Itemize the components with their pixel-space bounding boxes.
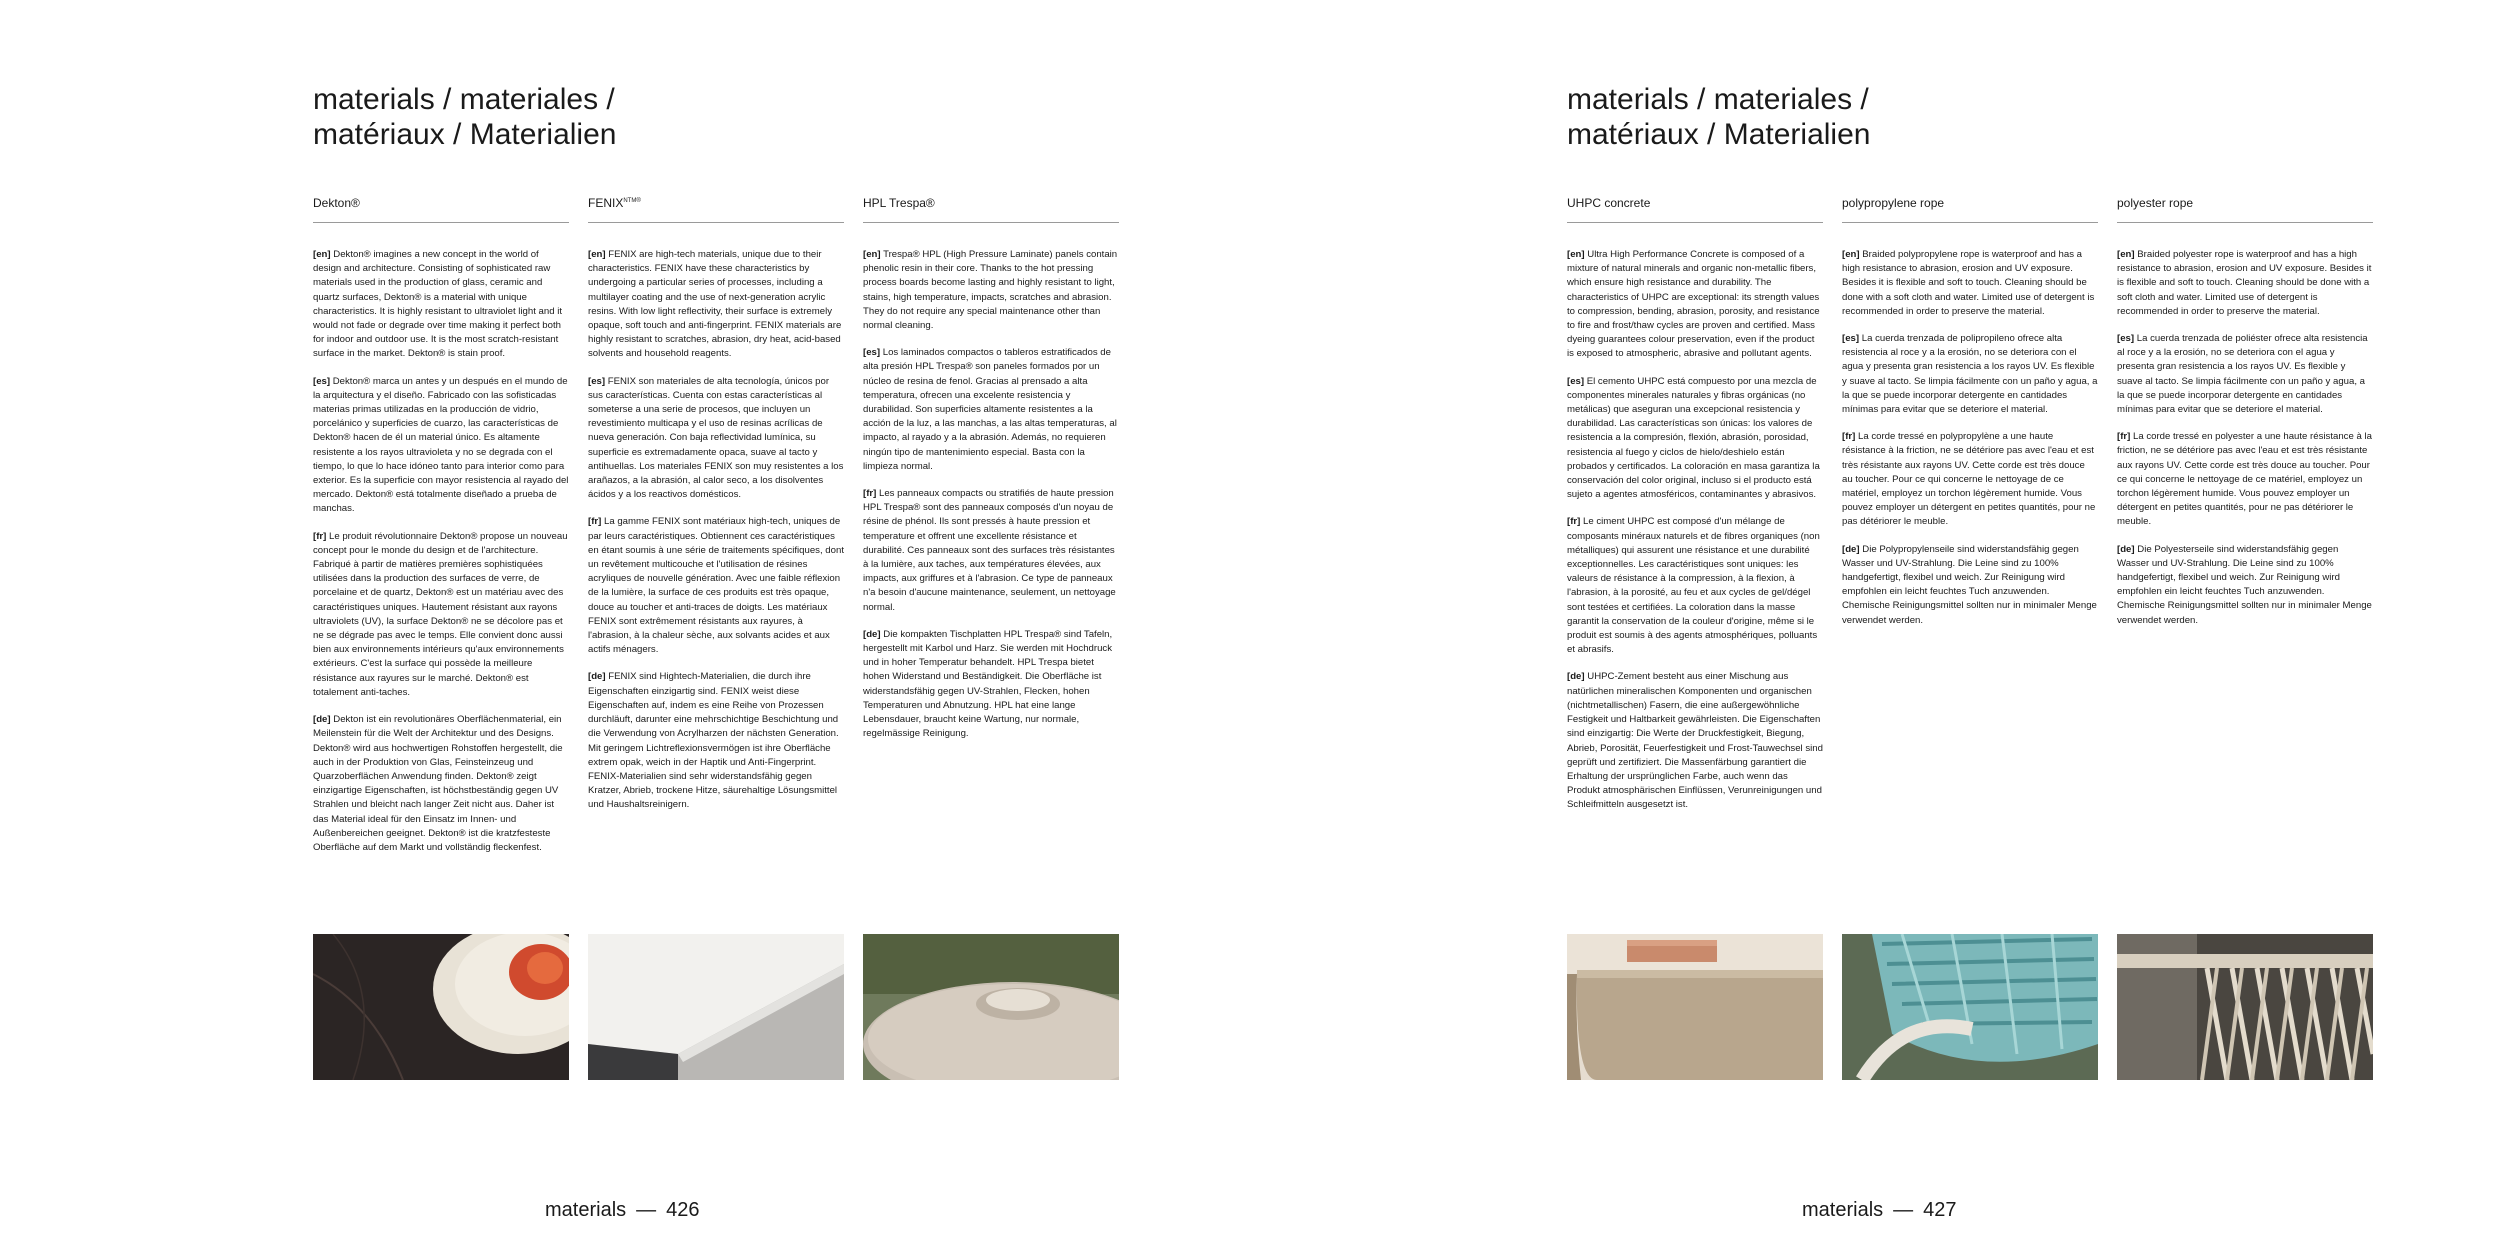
column-body (588, 248, 844, 813)
column-heading (1567, 193, 1823, 223)
material-column-uhpc-concrete (1567, 193, 1823, 826)
lang-tag: [fr] (313, 530, 327, 542)
column-heading (588, 193, 844, 223)
column-heading (1842, 193, 2098, 223)
column-body (863, 248, 1119, 742)
paragraph-de (2117, 543, 2373, 628)
paragraph-fr (2117, 430, 2373, 529)
uhpc-concrete-photo (1567, 934, 1823, 1080)
paragraph-text: Los laminados compactos o tableros estratificados de alta presión HPL Trespa® son paneles formados por un núcleo de resina de fenol. Gracias al prensado a alta temperatura, ofrecen una excelente resistencia y durabilidad. Son superficies altamente resistentes a la acción de la luz, a las manchas, a las altas temperaturas, al impacto, al rayado y a la abrasión. Además, no requieren ningún tipo de mantenimiento especial. Basta con la limpieza normal. (863, 347, 1117, 472)
paragraph-text: La corde tressé en polypropylène a une haute résistance à la friction, ne se détériore pas avec l'eau et est très résistante aux rayons UV. Cette corde est très douce au toucher. Pour ce qui concerne le nettoyage de ce matériel, employez un torchon légèrement humide. Vous pouvez employer un détergent en petites quantités, pour ne pas détériorer le meuble. (1842, 431, 2096, 528)
lang-tag: [es] (588, 375, 606, 387)
column-body (1842, 248, 2098, 628)
paragraph-text: UHPC-Zement besteht aus einer Mischung aus natürlichen mineralischen Komponenten und organischen (nichtmetallischen) Fasern, die eine außergewöhnliche Festigkeit und Haltbarkeit gewährleisten. Die Eigenschaften sind einzigartig: Die Werte der Druckfestigkeit, Biegung, Abrieb, Porosität, Feuerfestigkeit und Frost-Tauwechsel sind geprüft und zertifiziert. Die Massenfärbung garantiert die Erhaltung der ursprünglichen Farbe, auch wenn das Produkt atmosphärischen Einflüssen, Verunreinigungen und Schleifmitteln ausgesetzt ist. (1567, 671, 1823, 811)
column-heading-text: Dekton® (313, 196, 360, 210)
paragraph-text: La cuerda trenzada de polipropileno ofrece alta resistencia al roce y a la erosión, no se deteriora con el agua y presenta gran resistencia a los rayos UV. Es flexible y suave al tacto. Se limpia fácilmente con un paño y agua, a la que se puede incorporar detergente en cantidades mínimas para evitar que se deteriore el material. (1842, 333, 2098, 416)
page-title: materials / materiales / matériaux / Materialien (313, 83, 617, 151)
material-column-fenix (588, 193, 844, 826)
paragraph-de (1567, 670, 1823, 812)
paragraph-fr (1842, 430, 2098, 529)
material-column-dekton (313, 193, 569, 868)
paragraph-text: La corde tressé en polyester a une haute résistance à la friction, ne se détériore pas avec l'eau et est très résistante aux rayons UV. Cette corde est très douce au toucher. Pour ce qui concerne le nettoyage de ce matériel, employez un torchon légèrement humide. Vous pouvez employer un détergent en petites quantités, pour ne pas détériorer le meuble. (2117, 431, 2372, 528)
paragraph-de (1842, 543, 2098, 628)
column-heading-text: FENIX (588, 196, 624, 210)
lang-tag: [es] (313, 375, 331, 387)
column-heading (313, 193, 569, 223)
paragraph-text: Les panneaux compacts ou stratifiés de haute pression HPL Trespa® sont des panneaux composés d'un noyau de résine de phénol. Ils sont pressés à haute pression et temperature et offrent une excellente résistance et durabilité. Ces panneaux sont des surfaces très résistantes à la lumière, aux taches, aux températures élevées, aux impacts, aux griffures et à l'abrasion. Ce type de panneaux n'a besoin d'aucune maintenance, seulement, un nettoyage normal. (863, 488, 1116, 613)
paragraph-es (1567, 375, 1823, 503)
lang-tag: [fr] (2117, 431, 2131, 443)
column-heading-text: HPL Trespa® (863, 196, 935, 210)
paragraph-es (313, 375, 569, 517)
lang-tag: [en] (313, 249, 331, 260)
paragraph-text: Trespa® HPL (High Pressure Laminate) panels contain phenolic resin in their core. Thanks to the hot pressing process boards become lasting and highly resistant to light, stains, high temperature, impacts, scratches and abrasion. They do not require any special maintenance other than normal cleaning. (863, 249, 1118, 332)
page-title: materials / materiales / matériaux / Materialien (1567, 83, 1871, 151)
lang-tag: [en] (588, 249, 606, 260)
paragraph-en (863, 248, 1119, 333)
page-number: 426 (666, 1199, 700, 1221)
paragraph-text: Dekton® imagines a new concept in the world of design and architecture. Consisting of sophisticated raw materials used in the production of glass, ceramic and quartz surfaces, Dekton® is a material with unique characteristics. It is highly resistant to ultraviolet light and it would not fade or degrade over time making it perfect both for indoor and outdoor use. It is the most scratch-resistant surface in the market. Dekton® is stain proof. (313, 249, 563, 360)
lang-tag: [en] (1842, 249, 1860, 260)
paragraph-de (313, 713, 569, 855)
paragraph-text: Braided polypropylene rope is waterproof and has a high resistance to abrasion, erosion and UV exposure. Besides it is flexible and soft to touch. Cleaning should be done with a soft cloth and water. Limited use of detergent is recommended in order to preserve the material. (1842, 249, 2095, 317)
lang-tag: [es] (863, 347, 881, 359)
lang-tag: [en] (863, 249, 881, 260)
paragraph-en (313, 248, 569, 362)
paragraph-text: Die Polyesterseile sind widerstandsfähig gegen Wasser und UV-Strahlung. Die Leine sind zu 100% handgefertigt, flexibel und weich. Zur Reinigung wird empfohlen ein leicht feuchtes Tuch anzuwenden. Chemische Reinigungsmittel sollten nur in minimaler Menge verwendet werden. (2117, 543, 2372, 626)
material-column-polypropylene-rope (1842, 193, 2098, 641)
column-body (313, 248, 569, 855)
paragraph-de (863, 628, 1119, 742)
paragraph-fr (1567, 515, 1823, 657)
column-body (2117, 248, 2373, 628)
column-heading-sup: NTM® (623, 198, 641, 204)
lang-tag: [fr] (1842, 431, 1856, 443)
lang-tag: [es] (2117, 333, 2135, 345)
paragraph-es (1842, 332, 2098, 417)
material-column-hpl-trespa (863, 193, 1119, 755)
paragraph-text: Dekton® marca un antes y un después en el mundo de la arquitectura y el diseño. Fabricado con las sofisticadas materias primas utilizadas en la producción de vidrio, porcelánico y superficies de cuarzo, las características de Dekton® hacen de él un material único. Es altamente resistente a los rayos ultravioleta y no se degrada con el tiempo, lo que lo hace idóneo tanto para interior como para exterior. Es la superficie con mayor resistencia al rayado del mercado. Dekton® está totalmente diseñado a prueba de manchas. (313, 375, 569, 515)
paragraph-es (863, 346, 1119, 474)
fenix-photo (588, 934, 844, 1080)
lang-tag: [en] (2117, 249, 2135, 260)
paragraph-en (588, 248, 844, 362)
paragraph-text: Die Polypropylenseile sind widerstandsfähig gegen Wasser und UV-Strahlung. Die Leine sind zu 100% handgefertigt, flexibel und weich. Zur Reinigung wird empfohlen ein leicht feuchtes Tuch anzuwenden. Chemische Reinigungsmittel sollten nur in minimaler Menge verwendet werden. (1842, 543, 2097, 626)
paragraph-es (2117, 332, 2373, 417)
paragraph-text: Braided polyester rope is waterproof and has a high resistance to abrasion, erosion and UV exposure. Besides it is flexible and soft to touch. Cleaning should be done with a soft cloth and water. Limited use of detergent is recommended in order to preserve the material. (2117, 249, 2372, 317)
lang-tag: [es] (1567, 375, 1585, 387)
page-number: 427 (1923, 1199, 1957, 1221)
lang-tag: [fr] (863, 488, 877, 500)
page-footer (545, 1198, 700, 1222)
footer-dash: — (1893, 1199, 1914, 1221)
column-heading (863, 193, 1119, 223)
lang-tag: [de] (1842, 543, 1860, 555)
paragraph-fr (588, 515, 844, 657)
lang-tag: [de] (2117, 543, 2135, 555)
paragraph-en (1842, 248, 2098, 319)
paragraph-en (2117, 248, 2373, 319)
paragraph-text: El cemento UHPC está compuesto por una mezcla de componentes minerales naturales y fibras orgánicas (no metálicas) que aseguran una excepcional resistencia y durabilidad. Las características son únicas: los valores de resistencia a la compresión, flexión, abrasión, porosidad, resistencia al fuego y ciclos de hielo/deshielo están probados y certificados. La coloración en masa garantiza la conservación del color original, incluso si el producto está sujeto a agentes atmosféricos, contaminantes y abrasivos. (1567, 375, 1820, 501)
paragraph-es (588, 375, 844, 503)
footer-label: materials (545, 1199, 627, 1221)
paragraph-fr (863, 487, 1119, 615)
lang-tag: [es] (1842, 333, 1860, 345)
paragraph-en (1567, 248, 1823, 362)
lang-tag: [de] (588, 671, 606, 683)
paragraph-text: La cuerda trenzada de poliéster ofrece alta resistencia al roce y a la erosión, no se deteriora con el agua y presenta gran resistencia a los rayos UV. Es flexible y suave al tacto. Se limpia fácilmente con un paño y agua, a la que se puede incorporar detergente en cantidades mínimas para evitar que se deteriore el material. (2117, 333, 2368, 416)
lang-tag: [de] (1567, 671, 1585, 683)
paragraph-de (588, 670, 844, 812)
paragraph-text: Le ciment UHPC est composé d'un mélange de composants minéraux naturels et de fibres organiques (non métalliques) qui assurent une résistance et une durabilité exceptionnelles. Les caractéristiques sont uniques: les valeurs de résistance à la compression, à la flexion, à l'abrasion, à la porosité, au feu et aux cycles de gel/dégel sont testées et certifiées. La coloration dans la masse garantit la conservation de la couleur d'origine, même si le produit est soumis à des agents atmosphériques, polluants et abrasifs. (1567, 516, 1820, 656)
lang-tag: [de] (863, 628, 881, 640)
lang-tag: [de] (313, 714, 331, 726)
footer-label: materials (1802, 1199, 1884, 1221)
lang-tag: [fr] (1567, 516, 1581, 528)
footer-dash: — (636, 1199, 657, 1221)
paragraph-fr (313, 530, 569, 700)
paragraph-text: Die kompakten Tischplatten HPL Trespa® sind Tafeln, hergestellt mit Karbol und Harz. Sie werden mit Hochdruck und in hoher Temperatur behandelt. HPL Trespa bietet hohen Widerstand und Beständigkeit. Die Oberfläche ist widerstandsfähig gegen UV-Strahlen, Flecken, hohen Temperaturen und Abnutzung. HPL hat eine lange Lebensdauer, braucht keine Wartung, nur normale, regelmässige Reinigung. (863, 628, 1113, 740)
polypropylene-rope-photo (1842, 934, 2098, 1080)
column-heading-text: polyester rope (2117, 196, 2194, 210)
lang-tag: [en] (1567, 249, 1585, 260)
polyester-rope-photo (2117, 934, 2373, 1080)
column-heading (2117, 193, 2373, 223)
page-footer (1802, 1198, 1957, 1222)
lang-tag: [fr] (588, 516, 602, 528)
paragraph-text: FENIX are high-tech materials, unique due to their characteristics. FENIX have these characteristics by undergoing a particular series of processes, including a multilayer coating and the use of next-generation acrylic resins. With low light reflectivity, their surface is extremely opaque, soft touch and anti-fingerprint. FENIX materials are highly resistant to scratches, abrasion, dry heat, acid-based solvents and household reagents. (588, 249, 842, 360)
paragraph-text: Dekton ist ein revolutionäres Oberflächenmaterial, ein Meilenstein für die Welt der Architektur und des Designs. Dekton® wird aus hochwertigen Rohstoffen hergestellt, die auch in der Produktion von Glas, Feinsteinzeug und Quarzoberflächen Anwendung finden. Dekton® zeigt einzigartige Eigenschaften, ist höchstbeständig gegen UV Strahlen und bleicht nach langer Zeit nicht aus. Daher ist das Material ideal für den Einsatz im Innen- und Außenbereichen geeignet. Dekton® ist die kratzfesteste Oberfläche auf dem Markt und vollständig fleckenfest. (313, 714, 563, 853)
paragraph-text: FENIX sind Hightech-Materialien, die durch ihre Eigenschaften einzigartig sind. FENIX weist diese Eigenschaften auf, indem es eine Reihe von Prozessen durchläuft, darunter eine mehrschichtige Beschichtung und die Verwendung von Acrylharzen der nächsten Generation. Mit geringem Lichtreflexionsvermögen ist ihre Oberfläche extrem opak, weich in der Haptik und Anti-Fingerprint. FENIX-Materialien sind sehr widerstandsfähig gegen Kratzer, Abrieb, trockene Hitze, säurehaltige Lösungsmittel und Haushaltsreinigern. (588, 671, 839, 811)
paragraph-text: Ultra High Performance Concrete is composed of a mixture of natural minerals and organic non-metallic fibers, which ensure high resistance and durability. The characteristics of UHPC are exceptional: its strength values to compression, bending, abrasion, porosity, and resistance to fire and frost/thaw cycles are proven and certified. Mass dyeing guarantees colour preservation, even if the product is exposed to atmospheric, abrasive and pollutant agents. (1567, 249, 1820, 360)
dekton-photo (313, 934, 569, 1080)
paragraph-text: La gamme FENIX sont matériaux high-tech, uniques de par leurs caractéristiques. Obtiennent ces caractéristiques en étant soumis à une série de traitements spécifiques, dont un revêtement multicouche et l'utilisation de résines acryliques de nouvelle génération. Avec une faible réflexion de la lumière, la surface de ces produits est très opaque, douce au toucher et anti-traces de doigts. Les matériaux FENIX sont extrêmement résistants aux rayures, à l'abrasion, à la chaleur sèche, aux solvants acides et aux actifs ménagers. (588, 516, 844, 656)
material-column-polyester-rope (2117, 193, 2373, 641)
column-heading-text: UHPC concrete (1567, 196, 1651, 210)
right-page (1250, 0, 2499, 1250)
paragraph-text: Le produit révolutionnaire Dekton® propose un nouveau concept pour le monde du design et de l'architecture. Fabriqué à partir de matières premières sophistiquées utilisées dans la production des surfaces de verre, de porcelaine et de quartz, Dekton® est un matériau avec des caractéristiques uniques. Hautement résistant aux rayons ultraviolets (UV), la surface Dekton® ne se décolore pas et ne se dégrade pas avec le temps. Elle convient donc aussi bien aux environnements intérieurs qu'aux environnements extérieurs. C'est la surface qui possède la meilleure résistance aux rayures sur le marché. Dekton® est totalement anti-taches. (313, 530, 568, 698)
column-heading-text: polypropylene rope (1842, 196, 1945, 210)
hpl-trespa-photo (863, 934, 1119, 1080)
paragraph-text: FENIX son materiales de alta tecnología, únicos por sus características. Cuenta con estas características al someterse a una serie de procesos, que incluyen un revestimiento multicapa y el uso de resinas acrílicas de nueva generación. Con baja reflectividad lumínica, su superficie es extremadamente opaca, suave al tacto y antihuellas. Los materiales FENIX son muy resistentes a los arañazos, a la abrasión, al calor seco, a los disolventes ácidos y a los reactivos domésticos. (588, 375, 844, 501)
column-body (1567, 248, 1823, 813)
